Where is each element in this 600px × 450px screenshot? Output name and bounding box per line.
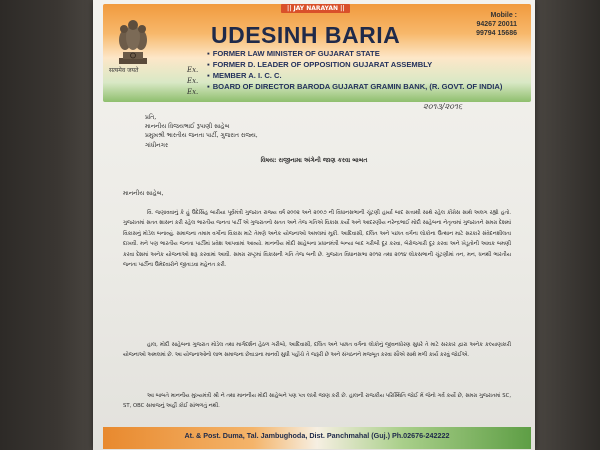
credential-item: ▪ FORMER D. LEADER OF OPPOSITION GUJARAT ASSEMBLY (207, 59, 502, 70)
body-paragraph: વિ. જણાવવાનું કે હું ઉદેસિંહ બારીયા પૂર્વમંત્રી ગુજરાત રાજ્ય વર્ષ ૨૦૦૨ અને ૨૦૦૭ ની વિધાનસભાની ચૂંટણી હાર્યા બાદ સત્તાથી સાથે રહેલ કોંગ્રેસ સાથે અલગ રહ્યો હતો. ગુજરાતમાં સતત શાસન કરી રહેલ ભારતીય જનતા પાર્ટી એ ગુજરાતનો સતત અને તેજ ગતિએ વિકાસ કર્યો અને આદરણીય નરેન્દ્રભાઈ મોદી સાહેબના નેતૃત્વમાં ગુજરાતને સમગ્ર દેશમાં વિકાસનું મોડેલ બનાવ્યું. સમાજના તમામ વર્ગોના વિકાસ માટે તેમણે અનેક યોજનાઓ અમલમાં મૂકી. આદિવાસી, દલિત અને પછાત વર્ગના લોકોના ઉત્થાન માટે સરકારે સંવેદનશીલતા દાખવી. મને પણ ભારતીય જનતા પાર્ટીમાં પ્રવેશ આપવામાં આવ્યો. માનનીય મોદી સાહેબના પ્રધાનમંત્રી બન્યા બાદ ગરીબી દૂર કરવા, બેરોજગારી દૂર કરવા અને ખેડૂતોની આવક બમણી કરવા દેશમાં અનેક યોજનાઓ શરૂ કરવામાં આવી. સમગ્ર રાષ્ટ્રમાં વિકાસની ગતિ તેજ બની છે. ગુજરાત વિધાનસભા ૨૦૧૨ તથા ૨૦૧૪ લોકસભાની ચૂંટણીમાં તન, મન, ધનથી ભારતીય જનતા પાર્ટીના ઉમેદવારોને જીતાડવા મહેનત કરી. (123, 210, 511, 269)
letter-footer (103, 427, 531, 449)
footer-address: At. & Post. Duma, Tal. Jambughoda, Dist. Panchmahal (Guj.) Ph.02676-242222 (184, 431, 450, 440)
credentials-list (207, 48, 502, 92)
mobile-label: Mobile : (490, 12, 517, 19)
address-line: ગાંધીનગર (145, 141, 169, 149)
body-paragraph: આ બાબતે માનનીય મુખ્યમંત્રી શ્રી ને તથા માનનીય મોદી સાહેબને પણ પત્ર લખી જાણ કરી છે. હાલની રાજકીય પરિસ્થિતિ જોઈ મેં જેનો ગર્વ કર્યો છે, સમગ્ર ગુજરાતમાં SC, ST, OBC સમાજનું અહીં કોઈ સાંભળતું નથી. (123, 393, 511, 410)
handwritten-mark: Ex. (187, 66, 199, 74)
mobile-number: 94267 20011 (476, 21, 517, 28)
address-line: માનનીય વિજયભાઈ રૂપાણી સાહેબ (145, 123, 230, 131)
handwritten-date: ૨૦૧૩/૨૦૧૬ (423, 102, 463, 111)
background-right (530, 0, 600, 450)
tagline-badge: || JAY NARAYAN || (281, 4, 350, 13)
letterhead (103, 0, 531, 104)
emblem-caption: सत्यमेव जयते (109, 67, 139, 74)
national-emblem-icon (111, 12, 155, 74)
letterhead-name: UDESINH BARIA (211, 22, 401, 48)
handwritten-mark: Ex. (187, 88, 199, 96)
mobile-number: 99794 15686 (476, 30, 517, 37)
handwritten-mark: Ex. (187, 77, 199, 85)
recipient-address (145, 113, 258, 150)
address-line: પ્રમુખશ્રી ભારતીય જનતા પાર્ટી, ગુજરાત રાજ્ય, (145, 132, 258, 140)
background-left (0, 0, 95, 450)
body-paragraph: હાલ, મોદી સાહેબના ગુજરાત મોડેલ તથા માર્ગદર્શન હેઠળ ગરીબો, આદિવાસી, દલિત અને પછાત વર્ગના લોકોનું જીવનધોરણ સુધરે તે માટે સરકાર દ્વારા અનેક કલ્યાણકારી યોજનાઓ અમલમાં છે. આ યોજનાઓનો લાભ સમાજના છેવાડાના માનવી સુધી પહોંચે તે જરૂરી છે અને સંગઠનને મજબૂત કરવા સૌએ સાથે મળી કાર્ય કરવું જોઈએ. (123, 342, 511, 359)
salutation: માનનીય સાહેબ, (123, 190, 164, 197)
handwritten-marks (187, 65, 198, 98)
address-line: પ્રતિ, (145, 114, 157, 121)
credential-item: ▪ FORMER LAW MINISTER OF GUJARAT STATE (207, 48, 502, 59)
credential-item: ▪ BOARD OF DIRECTOR BARODA GUJARAT GRAMIN BANK, (R. GOVT. OF INDIA) (207, 81, 502, 92)
mobile-numbers (476, 20, 517, 38)
subject-line: વિષય: રાજીનામા અંગેની જાણ કરવા બાબત (260, 157, 368, 164)
letter-sheet (93, 0, 535, 450)
credential-item: ▪ MEMBER A. I. C. C. (207, 70, 502, 81)
